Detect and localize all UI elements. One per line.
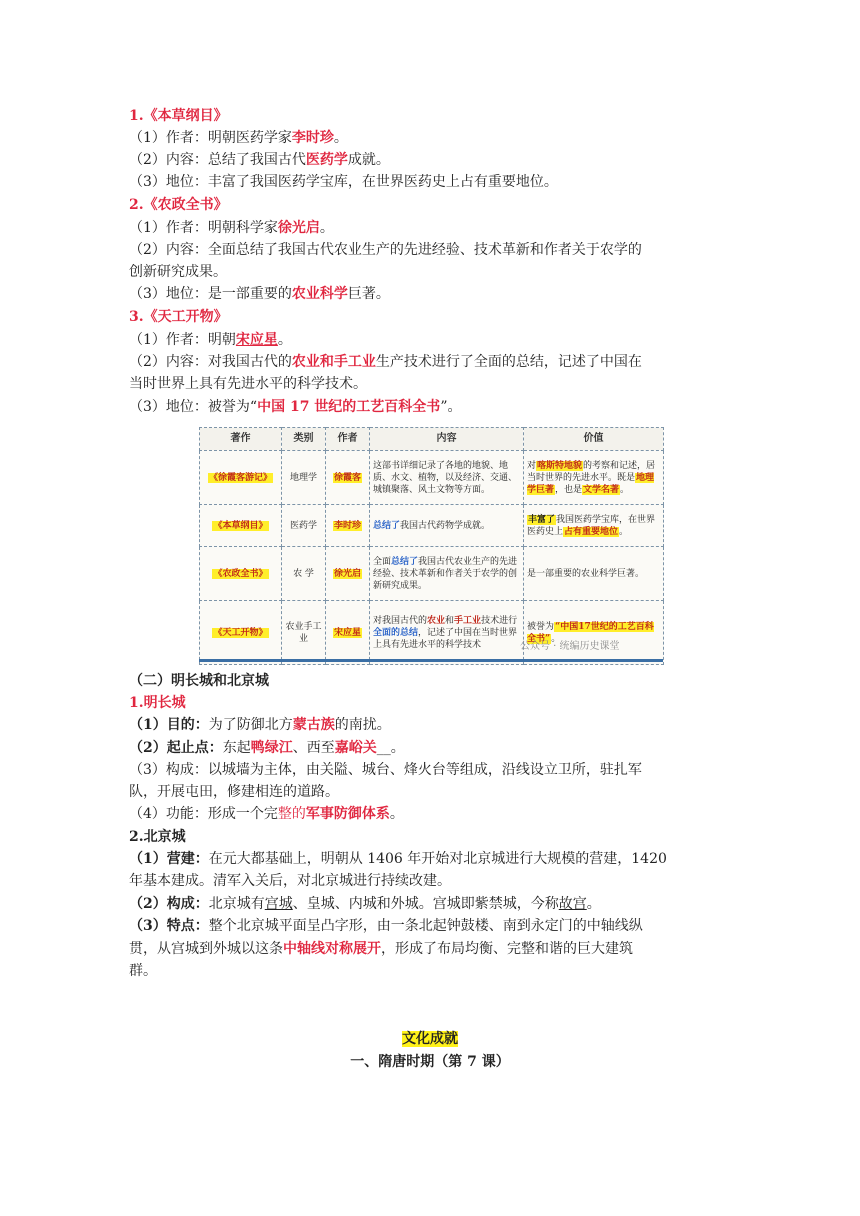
keyword: 总结了 xyxy=(391,556,419,567)
nongzheng-author xyxy=(129,218,334,239)
label: （1）营建： xyxy=(129,851,209,867)
text: 我国古代药物学成就。 xyxy=(400,520,491,531)
heading-beijing: 2.北京城 xyxy=(129,829,186,845)
category: 医药学 xyxy=(282,505,326,547)
text: ，也是 xyxy=(555,484,583,495)
section-title-great-wall-beijing: （二）明长城和北京城 xyxy=(129,673,269,689)
value xyxy=(524,451,664,505)
keyword: 文学名著 xyxy=(583,484,620,495)
culture-title-wrap xyxy=(0,1029,860,1050)
author: 徐霞客 xyxy=(333,472,361,483)
text: 的考察和记述，居当时世界的先进水平。既是 xyxy=(527,460,656,483)
keyword: 中轴线对称展开 xyxy=(283,941,381,957)
content xyxy=(370,601,524,665)
tiangong-content-b: 当时世界上具有先进水平的科学技术。 xyxy=(129,376,367,392)
text: 巨著。 xyxy=(347,286,390,302)
keyword: 占有重要地位 xyxy=(564,526,619,537)
bencao-content xyxy=(129,150,390,171)
keyword: 蒙古族 xyxy=(292,717,335,733)
text: （2）内容：总结了我国古代 xyxy=(129,152,306,168)
table-bottom-border xyxy=(199,659,663,662)
nongzheng-content-a: （2）内容：全面总结了我国古代农业生产的先进经验、技术革新和作者关于农学的 xyxy=(129,242,642,258)
text: 、皇城、内城和外城。宫城即紫禁城，今称 xyxy=(292,896,559,912)
sui-tang-subtitle: 一、隋唐时期（第 7 课） xyxy=(350,1054,510,1070)
text: 我国古代农业生产的先进经验、技术革新和作者关于农学的创新研究成果。 xyxy=(373,556,518,591)
content xyxy=(370,505,524,547)
table-row xyxy=(200,451,664,505)
text: 北京城有 xyxy=(208,896,265,912)
text: 成就。 xyxy=(347,152,390,168)
keyword: 农业科学 xyxy=(291,286,348,302)
text: （3）地位：是一部重要的 xyxy=(129,286,292,302)
text: 技术进行 xyxy=(481,615,518,626)
tiangong-status xyxy=(129,397,461,418)
text: 。 xyxy=(619,526,629,537)
book-title: 《本草纲目》 xyxy=(213,520,268,531)
tiangong-content-a xyxy=(129,352,642,373)
bencao-author xyxy=(129,128,348,149)
text: 。 xyxy=(277,332,292,348)
heading-great-wall: 1.明长城 xyxy=(129,695,186,711)
text: （4）功能：形成一个完 xyxy=(129,806,278,822)
content: 这部书详细记录了各地的地貌、地质、水文、植物，以及经济、交通、城镇聚落、风土文物等方面。 xyxy=(370,451,524,505)
text: （3）地位：被誉为“ xyxy=(129,399,258,415)
text: 。 xyxy=(319,220,334,236)
table-row xyxy=(200,505,664,547)
text: 、西至 xyxy=(292,740,335,756)
keyword: 农业和手工业 xyxy=(291,354,376,370)
author: 宋应星 xyxy=(333,627,361,638)
keyword: 中国 17 世纪的工艺百科全书 xyxy=(257,399,441,415)
keyword: 丰富了 xyxy=(528,514,556,525)
nongzheng-status xyxy=(129,284,390,305)
keyword: 手工业 xyxy=(454,615,482,626)
keyword: 医药学 xyxy=(305,152,348,168)
keyword: 全面的总结 xyxy=(373,627,419,638)
keyword: 农业 xyxy=(427,615,446,626)
underlined-term: 宫城 xyxy=(264,896,293,912)
heading-nongzheng: 2.《农政全书》 xyxy=(129,197,228,213)
keyword: 整的 xyxy=(277,806,306,822)
table-header: 作者 xyxy=(326,428,370,451)
text: 东起 xyxy=(222,740,251,756)
table-header: 内容 xyxy=(370,428,524,451)
text: 对 xyxy=(527,460,537,471)
text: 。 xyxy=(586,896,601,912)
underlined-term: 故宫 xyxy=(558,896,587,912)
book-title: 《天工开物》 xyxy=(213,627,268,638)
text: 和 xyxy=(445,615,455,626)
text: 我国医药学宝库，在世界医药史上 xyxy=(527,514,656,537)
text: 生产技术进行了全面的总结，记述了中国在 xyxy=(375,354,642,370)
great-wall-purpose xyxy=(129,715,391,736)
beijing-features-b xyxy=(129,939,633,960)
category: 地理学 xyxy=(282,451,326,505)
text: 全面 xyxy=(373,556,392,567)
text: ，记述了中国在当时世界上具有先进水平的科学技术 xyxy=(373,627,518,650)
nongzheng-content-b: 创新研究成果。 xyxy=(129,264,227,280)
table-header-row xyxy=(200,428,664,451)
keyword: “中国17世纪的工艺百科全书” xyxy=(527,621,654,644)
category: 农业手工业 xyxy=(282,601,326,665)
table-header: 著作 xyxy=(200,428,282,451)
keyword: 鸭绿江 xyxy=(250,740,293,756)
label: （1）目的： xyxy=(129,717,209,733)
keyword: 喀斯特地貌 xyxy=(537,460,583,471)
text: __。 xyxy=(376,740,405,756)
label: （2）起止点： xyxy=(129,740,223,756)
watermark: 公众号 · 统编历史课堂 xyxy=(520,641,620,652)
bencao-status: （3）地位：丰富了我国医药学宝库，在世界医药史上占有重要地位。 xyxy=(129,174,558,190)
text: 为了防御北方 xyxy=(208,717,293,733)
text: 贯，从宫城到外城以这条 xyxy=(129,941,283,957)
heading-tiangong: 3.《天工开物》 xyxy=(129,309,228,325)
author-name: 宋应星 xyxy=(235,332,278,348)
text: 。 xyxy=(389,806,404,822)
label: （2）构成： xyxy=(129,896,209,912)
author-name: 徐光启 xyxy=(277,220,320,236)
great-wall-structure-b: 队，开展屯田，修建相连的道路。 xyxy=(129,784,339,800)
value: 是一部重要的农业科学巨著。 xyxy=(524,547,664,601)
table-row xyxy=(200,547,664,601)
works-table xyxy=(199,427,664,665)
beijing-features-c: 群。 xyxy=(129,963,157,979)
text: （2）内容：对我国古代的 xyxy=(129,354,292,370)
table-header: 价值 xyxy=(524,428,664,451)
author: 李时珍 xyxy=(333,520,361,531)
keyword: 嘉峪关 xyxy=(334,740,377,756)
author-name: 李时珍 xyxy=(291,130,334,146)
category: 农 学 xyxy=(282,547,326,601)
great-wall-structure-a: （3）构成：以城墙为主体，由关隘、城台、烽火台等组成，沿线设立卫所，驻扎军 xyxy=(129,762,642,778)
great-wall-endpoints xyxy=(129,738,405,759)
text: 对我国古代的 xyxy=(373,615,428,626)
beijing-composition xyxy=(129,894,601,915)
beijing-features-a xyxy=(129,916,643,937)
tiangong-author xyxy=(129,330,292,351)
beijing-construction-b: 年基本建成。清军入关后，对北京城进行持续改建。 xyxy=(129,873,451,889)
text: （1）作者：明朝医药学家 xyxy=(129,130,292,146)
text: 。 xyxy=(333,130,348,146)
text: （1）作者：明朝 xyxy=(129,332,236,348)
keyword: 地理学巨著 xyxy=(527,472,655,495)
text: 。 xyxy=(620,484,630,495)
text: ，形成了布局均衡、完整和谐的巨大建筑 xyxy=(381,941,633,957)
value xyxy=(524,505,664,547)
author: 徐光启 xyxy=(333,568,361,579)
content xyxy=(370,547,524,601)
text: （1）作者：明朝科学家 xyxy=(129,220,278,236)
great-wall-function xyxy=(129,804,404,825)
label: （3）特点： xyxy=(129,918,209,934)
text: ”。 xyxy=(440,399,462,415)
keyword: 总结了 xyxy=(373,520,401,531)
book-title: 《农政全书》 xyxy=(213,568,268,579)
text: 被誉为 xyxy=(527,621,555,632)
book-title: 《徐霞客游记》 xyxy=(208,472,272,483)
culture-title: 文化成就 xyxy=(402,1031,458,1047)
text: 整个北京城平面呈凸字形，由一条北起钟鼓楼、南到永定门的中轴线纵 xyxy=(208,918,643,934)
text: 。 xyxy=(551,633,561,644)
table-header: 类别 xyxy=(282,428,326,451)
text: 的南扰。 xyxy=(334,717,391,733)
beijing-construction-a xyxy=(129,849,667,870)
text: 在元大都基础上，明朝从 1406 年开始对北京城进行大规模的营建，1420 xyxy=(208,851,667,867)
table-row xyxy=(200,601,664,665)
heading-bencao: 1.《本草纲目》 xyxy=(129,108,228,124)
keyword: 军事防御体系 xyxy=(305,806,390,822)
value xyxy=(524,601,664,665)
